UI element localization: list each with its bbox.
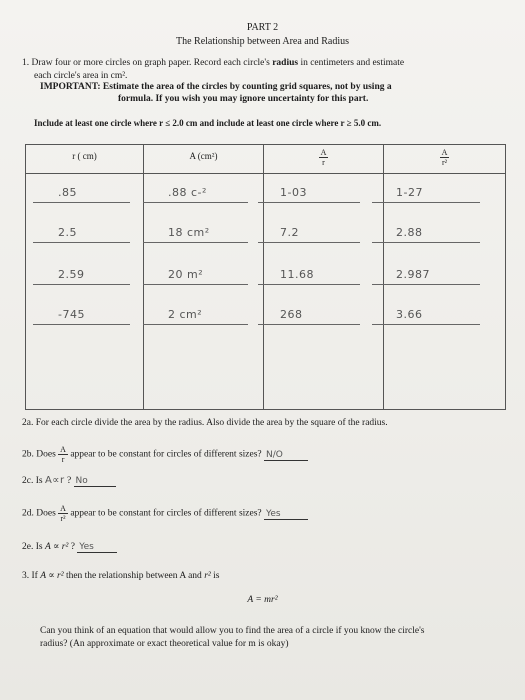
q2a-text: 2a. For each circle divide the area by the radius. Also divide the area by the square of the radius. bbox=[22, 418, 388, 428]
q2c bbox=[22, 475, 116, 487]
answer-underline bbox=[372, 202, 480, 203]
q2d bbox=[22, 504, 308, 523]
answer-underline bbox=[33, 242, 130, 243]
q1-include: Include at least one circle where r ≤ 2.0 cm and include at least one circle where r ≥ 5.0 cm. bbox=[34, 118, 382, 128]
area-header-label: A (cm²) bbox=[189, 151, 218, 161]
q2d-label: 2d. Does bbox=[22, 508, 56, 519]
q2e-expression: A ∝ r² bbox=[44, 542, 69, 552]
q3-expression: A ∝ r² bbox=[40, 571, 64, 581]
q1-radius-word: radius bbox=[272, 58, 299, 68]
q3-question: then the relationship between A and bbox=[65, 571, 202, 581]
table-cell-value: 2.5 bbox=[58, 226, 77, 239]
table-cell-value: 2.59 bbox=[58, 268, 85, 281]
table-body-row bbox=[26, 174, 506, 410]
table-body-cell bbox=[26, 174, 144, 410]
radius-header-label: r ( cm) bbox=[72, 151, 97, 161]
q2b bbox=[22, 445, 308, 464]
answer-underline bbox=[258, 242, 360, 243]
q3-label: 3. If bbox=[22, 571, 38, 581]
table-cell-value: 7.2 bbox=[280, 226, 299, 239]
fraction-denominator: r bbox=[61, 455, 65, 464]
answer-underline bbox=[258, 202, 360, 203]
q1-line1 bbox=[22, 58, 404, 68]
page-subtitle: The Relationship between Area and Radius bbox=[175, 36, 349, 47]
fraction-denominator: r² bbox=[60, 514, 66, 523]
table-body-cell bbox=[264, 174, 384, 410]
table-cell-value: 2 cm² bbox=[168, 308, 203, 321]
table-cell-value: 18 cm² bbox=[168, 226, 210, 239]
q1-text: 1. Draw four or more circles on graph paper. Record each circle's bbox=[22, 58, 270, 68]
q1-line2: each circle's area in cm². bbox=[34, 71, 128, 81]
col-header-a-over-r2 bbox=[384, 145, 506, 174]
answer-underline bbox=[372, 324, 480, 325]
answer-underline bbox=[33, 284, 130, 285]
table-cell-value: 2.88 bbox=[396, 226, 423, 239]
data-table bbox=[25, 144, 506, 410]
q1-important: IMPORTANT: Estimate the area of the circles by counting grid squares, not by using a bbox=[40, 82, 392, 92]
q2d-question: appear to be constant for circles of different sizes? bbox=[70, 508, 262, 519]
answer-underline bbox=[372, 242, 480, 243]
fraction-denominator: r² bbox=[441, 158, 448, 167]
q2c-expression: A∝r bbox=[44, 475, 65, 486]
q2e-label: 2e. Is bbox=[22, 542, 43, 552]
a-over-r-fraction bbox=[319, 148, 329, 167]
table-cell-value: 3.66 bbox=[396, 308, 423, 321]
q2c-question-mark: ? bbox=[66, 476, 72, 486]
q3 bbox=[22, 570, 219, 581]
final-question-line1: Can you think of an equation that would allow you to find the area of a circle if you know the circle's bbox=[40, 626, 425, 636]
col-header-area bbox=[144, 145, 264, 174]
formula: A = mr² bbox=[247, 595, 278, 605]
q1-important-2: formula. If you wish you may ignore uncertainty for this part. bbox=[118, 94, 369, 104]
answer-underline bbox=[372, 284, 480, 285]
table-header-row bbox=[26, 145, 506, 174]
q2c-answer: No bbox=[74, 476, 116, 487]
table-cell-value: 2.987 bbox=[396, 268, 430, 281]
a-over-r2-fraction bbox=[440, 148, 450, 167]
table-cell-value: 1-27 bbox=[396, 186, 423, 199]
q1-text-b: in centimeters and estimate bbox=[300, 58, 405, 68]
q2d-answer: Yes bbox=[264, 509, 308, 520]
table-body-cell bbox=[384, 174, 506, 410]
fraction-numerator: A bbox=[441, 148, 448, 157]
col-header-radius bbox=[26, 145, 144, 174]
table-cell-value: 1-03 bbox=[280, 186, 307, 199]
answer-underline bbox=[33, 202, 130, 203]
table-cell-value: .85 bbox=[58, 186, 77, 199]
table-body-cell bbox=[144, 174, 264, 410]
q2e bbox=[22, 541, 117, 553]
a-over-r2-fraction bbox=[58, 504, 68, 523]
fraction-numerator: A bbox=[60, 445, 66, 454]
answer-underline bbox=[258, 324, 360, 325]
table-cell-value: .88 c-² bbox=[168, 186, 207, 199]
final-question-line2: radius? (An approximate or exact theoretical value for m is okay) bbox=[40, 639, 289, 649]
fraction-numerator: A bbox=[320, 148, 327, 157]
table-cell-value: 11.68 bbox=[280, 268, 314, 281]
answer-underline bbox=[143, 242, 248, 243]
table-cell-value: 268 bbox=[280, 308, 303, 321]
fraction-numerator: A bbox=[60, 504, 66, 513]
part-heading: PART 2 bbox=[246, 22, 279, 33]
q2e-question-mark: ? bbox=[70, 542, 75, 552]
q3-r-squared: r² bbox=[204, 571, 211, 581]
answer-underline bbox=[143, 284, 248, 285]
q2c-label: 2c. Is bbox=[22, 476, 43, 486]
answer-underline bbox=[143, 202, 248, 203]
fraction-denominator: r bbox=[322, 158, 325, 167]
q3-is-word: is bbox=[213, 571, 220, 581]
q2b-label: 2b. Does bbox=[22, 449, 56, 460]
answer-underline bbox=[143, 324, 248, 325]
q2b-question: appear to be constant for circles of different sizes? bbox=[70, 449, 262, 460]
answer-underline bbox=[33, 324, 130, 325]
col-header-a-over-r bbox=[264, 145, 384, 174]
q2b-answer: N/O bbox=[264, 450, 308, 461]
a-over-r-fraction bbox=[58, 445, 68, 464]
answer-underline bbox=[258, 284, 360, 285]
table-cell-value: -745 bbox=[58, 308, 85, 321]
q2e-answer: Yes bbox=[77, 542, 117, 553]
table-cell-value: 20 m² bbox=[168, 268, 204, 281]
